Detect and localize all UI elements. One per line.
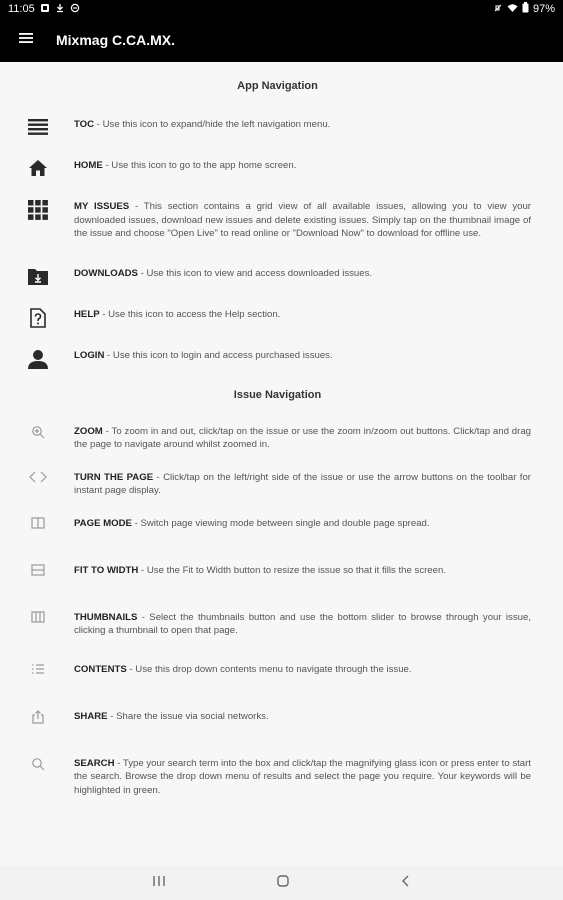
help-item-label: FIT TO WIDTH xyxy=(74,564,139,576)
app-navigation-heading: App Navigation xyxy=(237,80,318,92)
thumbnails-icon xyxy=(24,611,52,633)
help-item-turn-the-page xyxy=(24,471,531,498)
downloads-icon xyxy=(24,267,52,289)
help-item-zoom xyxy=(24,425,531,452)
sync-icon xyxy=(70,3,80,16)
help-item-help xyxy=(24,308,531,330)
fit-width-icon xyxy=(24,564,52,586)
home-icon xyxy=(24,159,52,181)
help-item-text: - Use the Fit to Width button to resize the issue so that it fills the screen. xyxy=(138,564,446,576)
share-icon xyxy=(24,710,52,732)
page-mode-icon xyxy=(24,517,52,539)
toc-icon xyxy=(24,118,52,140)
help-item-label: THUMBNAILS xyxy=(74,611,138,623)
status-bar xyxy=(0,0,563,18)
help-item-label: HELP xyxy=(74,308,100,320)
help-item-text: - Switch page viewing mode between single and double page spread. xyxy=(131,517,430,529)
menu-icon xyxy=(19,31,33,49)
home-button-icon[interactable] xyxy=(276,874,290,893)
help-item-contents xyxy=(24,663,531,685)
search-icon xyxy=(24,757,52,779)
issue-navigation-heading: Issue Navigation xyxy=(233,388,322,401)
system-nav-bar xyxy=(0,866,563,900)
app-bar xyxy=(0,18,563,62)
help-item-label: PAGE MODE xyxy=(74,517,132,529)
help-item-text: - Use this drop down contents menu to navigate through the issue. xyxy=(126,663,412,675)
help-item-label: TURN THE PAGE xyxy=(74,471,154,483)
help-item-label: HOME xyxy=(74,160,103,171)
help-item-text: - Click/tap on the left/right side of the issue or use the arrow buttons on the toolbar for instant page display. xyxy=(74,471,532,496)
help-item-label: SEARCH xyxy=(74,757,115,769)
app-title: Mixmag C.CA.MX. xyxy=(56,32,176,48)
help-item-text: - Select the thumbnails button and use the bottom slider to browse through your issue, clicking a thumbnail to open that page. xyxy=(74,611,531,636)
wifi-icon xyxy=(507,3,518,16)
help-item-label: SHARE xyxy=(74,710,108,722)
help-item-label: TOC xyxy=(74,119,95,130)
help-item-text: - This section contains a grid view of all available issues, allowing you to view your downloaded issues, download new issues and delete existing issues. Simply tap on the thumbnail image of the issue and choose "Open Live" to read online or "Download Now" to download for offline use. xyxy=(74,201,531,239)
recents-icon[interactable] xyxy=(152,874,166,892)
download-icon xyxy=(55,3,65,16)
back-icon[interactable] xyxy=(400,874,412,893)
help-item-label: MY ISSUES xyxy=(74,201,130,212)
help-item-fit-to-width xyxy=(24,564,531,586)
help-item-text: - Use this icon to login and access purchased issues. xyxy=(104,349,333,361)
help-item-toc xyxy=(24,118,531,140)
help-item-label: CONTENTS xyxy=(74,663,127,675)
help-item-home xyxy=(24,159,531,181)
help-item-search xyxy=(24,757,531,798)
help-item-downloads xyxy=(24,267,531,289)
help-content xyxy=(0,62,563,866)
user-icon xyxy=(24,349,52,371)
help-item-label: DOWNLOADS xyxy=(74,267,138,279)
help-item-text: - To zoom in and out, click/tap on the issue or use the zoom in/zoom out buttons. Click/tap and drag the page to navigate around whilst zoomed in. xyxy=(74,425,531,450)
notification-icon xyxy=(40,3,50,16)
grid-icon xyxy=(24,200,52,222)
help-item-label: ZOOM xyxy=(74,425,103,437)
help-item-share xyxy=(24,710,531,732)
help-item-label: LOGIN xyxy=(74,349,105,361)
help-item-text: - Use this icon to expand/hide the left navigation menu. xyxy=(94,119,331,130)
help-item-text: - Share the issue via social networks. xyxy=(107,710,269,722)
help-item-page-mode xyxy=(24,517,531,539)
battery-level: 97% xyxy=(532,3,555,15)
help-item-my-issues xyxy=(24,200,531,241)
help-item-text: - Use this icon to go to the app home screen. xyxy=(102,160,297,171)
help-item-text: - Type your search term into the box and click/tap the magnifying glass icon or press enter to start the search. Browse the drop down menu of results and select the page you require. Your keywords will be highlighted in green. xyxy=(74,757,531,796)
status-time: 11:05 xyxy=(8,3,35,15)
menu-button[interactable] xyxy=(0,18,52,62)
help-item-text: - Use this icon to view and access downloaded issues. xyxy=(137,267,373,279)
battery-icon xyxy=(522,2,529,16)
help-item-thumbnails xyxy=(24,611,531,638)
help-icon xyxy=(24,308,52,330)
help-item-login xyxy=(24,349,531,371)
help-item-text: - Use this icon to access the Help section. xyxy=(99,308,281,320)
contents-list-icon xyxy=(24,663,52,685)
mute-icon xyxy=(493,3,503,16)
code-arrows-icon xyxy=(24,471,52,493)
zoom-icon xyxy=(24,425,52,447)
